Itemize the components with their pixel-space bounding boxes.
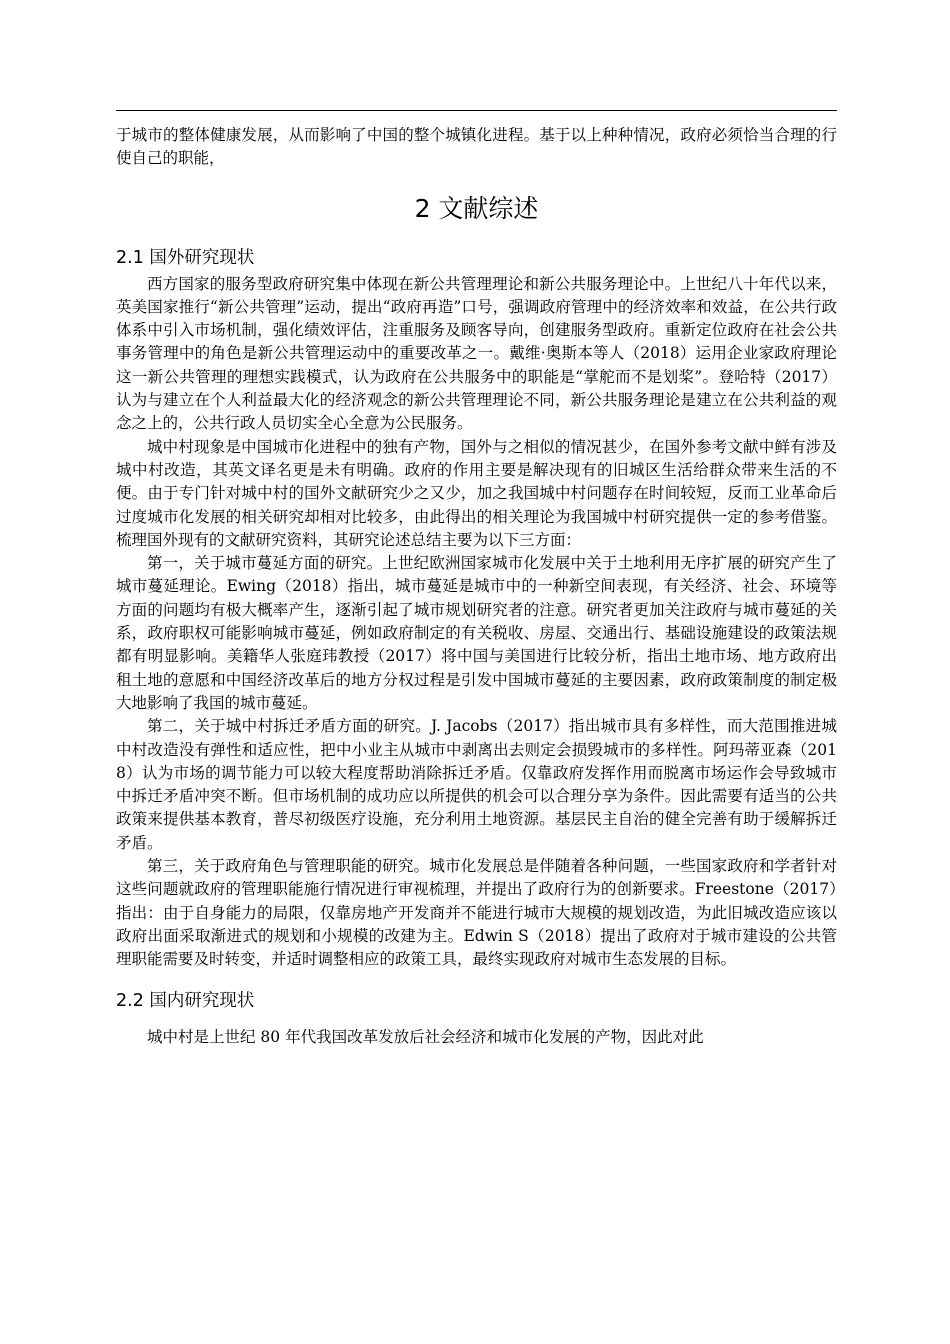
paragraph: 第二，关于城中村拆迁矛盾方面的研究。J. Jacobs（2017）指出城市具有多样性，而大范围推进城中村改造没有弹性和适应性，把中小业主从城市中剥离出去则定会损毁城市的多样性。阿玛蒂亚森（2018）认为市场的调节能力可以较大程度帮助消除拆迁矛盾。仅靠政府发挥作用而脱离市场运作会导致城市中拆迁矛盾冲突不断。但市场机制的成功应以所提供的机会可以合理分享为条件。因此需要有适当的公共政策来提供基本教育，普尽初级医疗设施，充分利用土地资源。基层民主自治的健全完善有助于缓解拆迁矛盾。 xyxy=(116,717,837,852)
paragraph: 西方国家的服务型政府研究集中体现在新公共管理理论和新公共服务理论中。上世纪八十年代以来，英美国家推行“新公共管理”运动，提出“政府再造”口号，强调政府管理中的经济效率和效益，在公共行政体系中引入市场机制，强化绩效评估，注重服务及顾客导向，创建服务型政府。重新定位政府在社会公共事务管理中的角色是新公共管理运动中的重要改革之一。戴维·奥斯本等人（2018）运用企业家政府理论这一新公共管理的理想实践模式，认为政府在公共服务中的职能是“掌舵而不是划桨”。登哈特（2017）认为与建立在个人利益最大化的经济观念的新公共管理理论不同，新公共服务理论是建立在公共利益的观念之上的，公共行政人员切实全心全意为公民服务。 xyxy=(116,274,837,433)
paragraph: 第三，关于政府角色与管理职能的研究。城市化发展总是伴随着各种问题，一些国家政府和学者针对这些问题就政府的管理职能施行情况进行审视梳理，并提出了政府行为的创新要求。Freestone（2017）指出：由于自身能力的局限，仅靠房地产开发商并不能进行城市大规模的规划改造，为此旧城改造应该以政府出面采取渐进式的规划和小规模的改建为主。Edwin S（2018）提出了政府对于城市建设的公共管理职能需要及时转变，并适时调整相应的政策工具，最终实现政府对城市生态发展的目标。 xyxy=(116,857,837,969)
header-divider xyxy=(116,110,837,111)
document-body xyxy=(116,124,837,1049)
section-heading-foreign-research: 2.1 国外研究现状 xyxy=(116,247,255,268)
section-heading-domestic-research: 2.2 国内研究现状 xyxy=(116,990,255,1011)
paragraph: 第一，关于城市蔓延方面的研究。上世纪欧洲国家城市化发展中关于土地利用无序扩展的研究产生了城市蔓延理论。Ewing（2018）指出，城市蔓延是城市中的一种新空间表现，有关经济、社会、环境等方面的问题均有极大概率产生，逐渐引起了城市规划研究者的注意。研究者更加关注政府与城市蔓延的关系，政府职权可能影响城市蔓延，例如政府制定的有关税收、房屋、交通出行、基础设施建设的政策法规都有明显影响。美籍华人张庭玮教授（2017）将中国与美国进行比较分析，指出土地市场、地方政府出租土地的意愿和中国经济改革后的地方分权过程是引发中国城市蔓延的主要因素，政府政策制度的制定极大地影响了我国的城市蔓延。 xyxy=(116,554,837,712)
paragraph: 城中村现象是中国城市化进程中的独有产物，国外与之相似的情况甚少，在国外参考文献中鲜有涉及城中村改造，其英文译名更是未有明确。政府的作用主要是解决现有的旧城区生活给群众带来生活的不便。由于专门针对城中村的国外文献研究少之又少，加之我国城中村问题存在时间较短，反而工业革命后过度城市化发展的相关研究却相对比较多，由此得出的相关理论为我国城中村研究提供一定的参考借鉴。梳理国外现有的文献研究资料，其研究论述总结主要为以下三方面： xyxy=(116,437,837,549)
chapter-title: 2 文献综述 xyxy=(414,193,539,223)
paragraph: 城中村是上世纪 80 年代我国改革发放后社会经济和城市化发展的产物，因此对此 xyxy=(147,1027,704,1046)
opening-paragraph: 于城市的整体健康发展，从而影响了中国的整个城镇化进程。基于以上种种情况，政府必须恰当合理的行使自己的职能， xyxy=(116,126,837,168)
